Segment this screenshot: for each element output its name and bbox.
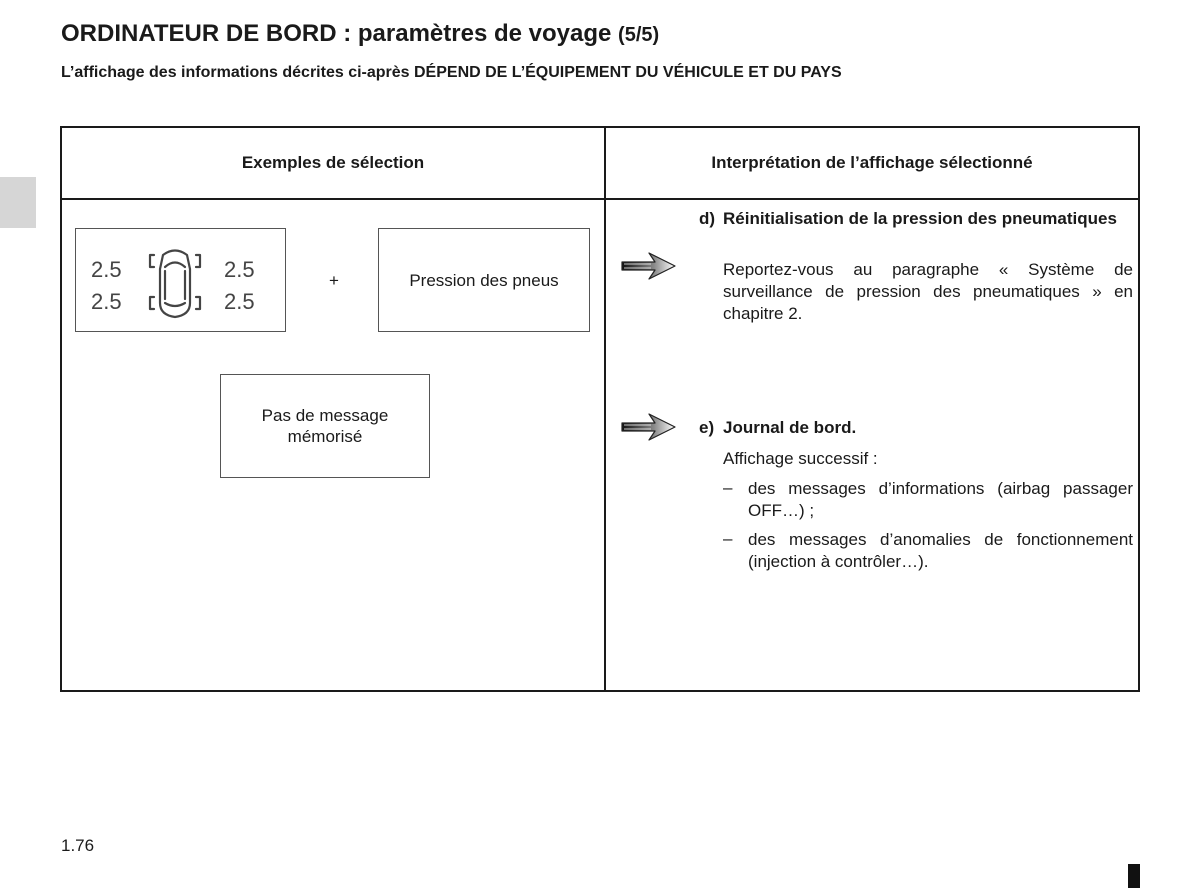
front-left-pressure: 2.5 [91, 257, 122, 282]
column-header-interpretation: Interprétation de l’affichage sélectionné [711, 153, 1033, 172]
no-message-line2: mémorisé [287, 427, 363, 446]
list-item-dash: – [723, 529, 733, 548]
entry-d-body: Reportez-vous au paragraphe « Système de surveillance de pression des pneumatiques » en chapitre 2. [723, 260, 1133, 323]
entry-e-title: Journal de bord. [723, 418, 857, 437]
tyre-pressure-display [75, 228, 286, 332]
entry-d-title: Réinitialisation de la pression des pneumatiques [723, 209, 1117, 228]
list-item-dash: – [723, 478, 733, 497]
entry-d-letter: d) [699, 209, 716, 228]
page-title [61, 20, 659, 48]
plus-sign: + [329, 271, 339, 290]
page-title-part: (5/5) [618, 24, 660, 46]
column-divider [604, 128, 606, 690]
no-message-line1: Pas de message [261, 406, 389, 425]
tyre-pressure-screen [378, 228, 590, 332]
arrow-right-icon [621, 251, 677, 281]
rear-left-pressure: 2.5 [91, 289, 122, 314]
entry-e-intro: Affichage successif : [723, 449, 878, 468]
page-subtitle: L’affichage des informations décrites ci-après DÉPEND DE L’ÉQUIPEMENT DU VÉHICULE ET DU PAYS [61, 64, 842, 81]
car-top-view-icon [146, 245, 204, 321]
rear-right-pressure: 2.5 [224, 289, 255, 314]
arrow-right-icon [621, 412, 677, 442]
entry-e-letter: e) [699, 418, 715, 437]
front-right-pressure: 2.5 [224, 257, 255, 282]
page-corner-marker [1128, 864, 1140, 888]
page-title-text: ORDINATEUR DE BORD : paramètres de voyage [61, 20, 612, 47]
list-item: des messages d’informations (airbag passager OFF…) ; [748, 479, 1133, 520]
chapter-tab [0, 177, 36, 228]
tyre-pressure-label: Pression des pneus [409, 270, 559, 290]
no-message-screen [220, 374, 430, 478]
page-number: 1.76 [61, 836, 95, 855]
list-item: des messages d’anomalies de fonctionnement (injection à contrôler…). [748, 530, 1133, 571]
header-divider [62, 198, 1138, 200]
column-header-examples: Exemples de sélection [241, 153, 425, 172]
